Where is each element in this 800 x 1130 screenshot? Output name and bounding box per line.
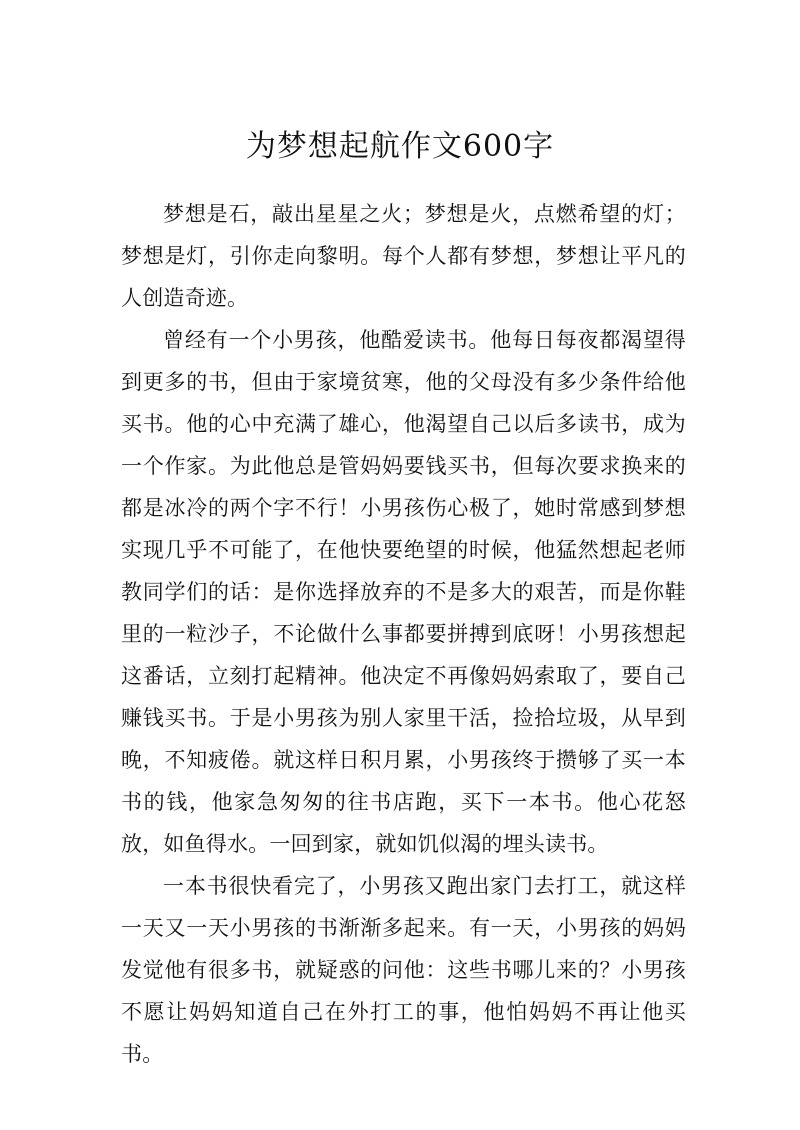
paragraph: 一本书很快看完了，小男孩又跑出家门去打工，就这样一天又一天小男孩的书渐渐多起来。有一天，小男孩的妈妈发觉他有很多书，就疑惑的问他：这些书哪儿来的？小男孩不愿让妈妈知道自己在外打工的事，他怕妈妈不再让他买书。 — [121, 874, 686, 1066]
document-body — [121, 193, 686, 1075]
document-title: 为梦想起航作文600字 — [245, 129, 555, 164]
paragraph: 梦想是石，敲出星星之火；梦想是火，点燃希望的灯；梦想是灯，引你走向黎明。每个人都有梦想，梦想让平凡的人创造奇迹。 — [121, 202, 686, 310]
paragraph: 曾经有一个小男孩，他酷爱读书。他每日每夜都渴望得到更多的书，但由于家境贫寒，他的父母没有多少条件给他买书。他的心中充满了雄心，他渴望自己以后多读书，成为一个作家。为此他总是管妈妈要钱买书，但每次要求换来的都是冰冷的两个字不行！小男孩伤心极了，她时常感到梦想实现几乎不可能了，在他快要绝望的时候，他猛然想起老师教同学们的话：是你选择放弃的不是多大的艰苦，而是你鞋里的一粒沙子，不论做什么事都要拼搏到底呀！小男孩想起这番话，立刻打起精神。他决定不再像妈妈索取了，要自己赚钱买书。于是小男孩为别人家里干活，捡拾垃圾，从早到晚，不知疲倦。就这样日积月累，小男孩终于攒够了买一本书的钱，他家急匆匆的往书店跑，买下一本书。他心花怒放，如鱼得水。一回到家，就如饥似渴的埋头读书。 — [121, 328, 686, 856]
